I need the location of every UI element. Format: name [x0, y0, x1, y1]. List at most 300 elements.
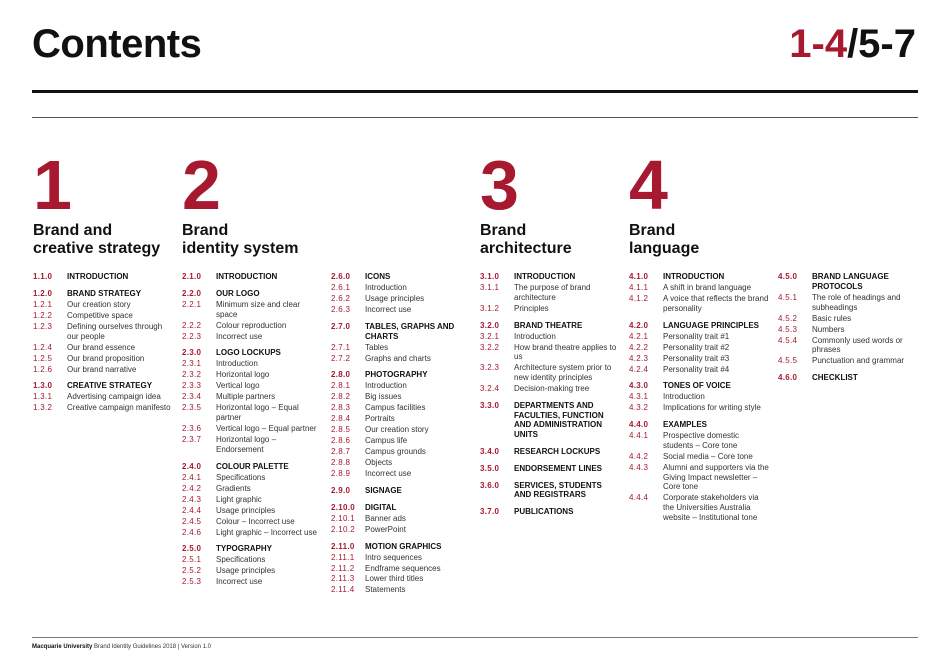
toc-entry-number: 1.2.1 — [33, 299, 53, 309]
toc-entry-text: Endframe sequences — [365, 563, 441, 573]
toc-entry-number: 3.2.2 — [480, 342, 500, 352]
toc-entry-number: 2.10.0 — [331, 502, 356, 512]
toc-entry-number: 4.4.4 — [629, 493, 649, 503]
toc-entry-text: Light graphic – Incorrect use — [216, 527, 317, 537]
toc-entry-text: Introduction — [216, 359, 258, 369]
toc-entry-text: PUBLICATIONS — [514, 507, 574, 517]
toc-entry-text: Introduction — [365, 282, 407, 292]
toc-heading-entry[interactable] — [331, 503, 471, 513]
toc-entry-number: 4.4.2 — [629, 451, 649, 461]
toc-entry[interactable] — [331, 564, 471, 574]
toc-heading-entry[interactable] — [480, 321, 620, 331]
toc-entry-number: 3.2.3 — [480, 363, 500, 373]
toc-heading-entry[interactable] — [480, 272, 620, 282]
toc-heading-entry[interactable] — [182, 289, 322, 299]
toc-entry-text: Colour – Incorrect use — [216, 516, 295, 526]
toc-entry-number: 3.3.0 — [480, 400, 500, 410]
toc-entry[interactable] — [182, 321, 322, 331]
toc-entry-number: 2.11.0 — [331, 541, 355, 551]
toc-entry-text: TABLES, GRAPHS AND CHARTS — [365, 321, 455, 341]
toc-entry-text: Personality trait #4 — [663, 364, 730, 374]
toc-entry-text: A voice that reflects the brand personality — [663, 293, 769, 313]
toc-heading-entry[interactable] — [480, 401, 620, 440]
toc-entry[interactable] — [629, 343, 769, 353]
toc-entry[interactable] — [33, 322, 173, 342]
toc-entry-number: 4.5.4 — [778, 335, 798, 345]
section-3-title-line1: Brand — [480, 222, 527, 239]
header-rule-thick — [32, 90, 918, 93]
toc-entry[interactable] — [182, 495, 322, 505]
toc-entry-text: Portraits — [365, 414, 395, 424]
page-range — [789, 22, 916, 67]
toc-entry[interactable] — [33, 343, 173, 353]
toc-entry[interactable] — [778, 356, 918, 366]
toc-entry-text: Multiple partners — [216, 392, 276, 402]
toc-list-3 — [480, 272, 620, 518]
toc-entry-text: Tables — [365, 342, 389, 352]
toc-entry[interactable] — [33, 354, 173, 364]
toc-entry[interactable] — [331, 585, 471, 595]
toc-entry-number: 2.4.2 — [182, 483, 202, 493]
toc-entry-text: Big issues — [365, 392, 402, 402]
toc-entry[interactable] — [182, 566, 322, 576]
toc-entry-text: Specifications — [216, 472, 266, 482]
toc-entry-text: BRAND THEATRE — [514, 320, 583, 330]
toc-entry-text: Our creation story — [365, 425, 429, 435]
toc-entry-number: 1.2.0 — [33, 288, 53, 298]
toc-entry[interactable] — [331, 458, 471, 468]
toc-entry[interactable] — [480, 363, 620, 383]
toc-entry[interactable] — [182, 332, 322, 342]
toc-entry-number: 1.2.4 — [33, 342, 53, 352]
toc-entry-number: 1.3.2 — [33, 403, 53, 413]
toc-entry-number: 2.8.1 — [331, 381, 351, 391]
toc-entry-number: 4.2.2 — [629, 342, 649, 352]
toc-entry-text: Creative campaign manifesto — [67, 403, 171, 413]
toc-entry-text: Intro sequences — [365, 552, 422, 562]
toc-entry[interactable] — [778, 314, 918, 324]
toc-entry-number: 4.4.0 — [629, 420, 649, 430]
toc-entry-text: Lower third titles — [365, 574, 424, 584]
toc-heading-entry[interactable] — [182, 544, 322, 554]
toc-entry-number: 4.5.5 — [778, 356, 798, 366]
toc-entry-number: 2.8.2 — [331, 392, 351, 402]
toc-entry-number: 2.3.1 — [182, 359, 202, 369]
toc-entry-text: Campus grounds — [365, 447, 426, 457]
section-4-title-line1: Brand — [629, 222, 676, 239]
section-1-number: 1 — [33, 146, 72, 224]
toc-entry-number: 2.5.3 — [182, 577, 202, 587]
toc-entry-text: SIGNAGE — [365, 485, 402, 495]
toc-entry-number: 2.8.4 — [331, 414, 351, 424]
toc-list-2-continued — [331, 272, 471, 596]
toc-entry[interactable] — [629, 463, 769, 492]
toc-entry-text: Defining ourselves through our people — [67, 321, 163, 341]
toc-entry-number: 2.5.1 — [182, 555, 202, 565]
toc-entry[interactable] — [778, 325, 918, 335]
toc-entry[interactable] — [182, 370, 322, 380]
toc-entry-number: 1.3.1 — [33, 392, 53, 402]
toc-entry-text: Introduction — [365, 381, 407, 391]
toc-heading-entry[interactable] — [331, 486, 471, 496]
toc-entry-text: Basic rules — [812, 313, 852, 323]
toc-entry-text: Architecture system prior to new identity principles — [514, 363, 612, 383]
toc-entry-text: Incorrect use — [216, 331, 263, 341]
toc-entry-text: Specifications — [216, 555, 266, 565]
toc-entry-text: PowerPoint — [365, 524, 406, 534]
toc-entry-number: 4.2.1 — [629, 331, 649, 341]
toc-entry-text: Horizontal logo — [216, 370, 270, 380]
toc-entry-text: Our creation story — [67, 299, 131, 309]
toc-heading-entry[interactable] — [480, 447, 620, 457]
toc-entry-text: Our brand essence — [67, 342, 136, 352]
toc-entry-number: 3.1.1 — [480, 282, 500, 292]
toc-entry-text: Banner ads — [365, 513, 406, 523]
section-3-title — [480, 222, 630, 258]
toc-entry[interactable] — [33, 311, 173, 321]
toc-entry[interactable] — [331, 425, 471, 435]
toc-entry-text: BRAND LANGUAGE PROTOCOLS — [812, 272, 889, 291]
toc-entry-text: CREATIVE STRATEGY — [67, 381, 153, 391]
toc-list-4-continued — [778, 272, 918, 384]
toc-entry-text: Our brand proposition — [67, 353, 145, 363]
toc-entry[interactable] — [331, 381, 471, 391]
toc-entry-number: 1.1.0 — [33, 272, 53, 281]
toc-entry-text: Usage principles — [216, 505, 276, 515]
toc-entry[interactable] — [182, 424, 322, 434]
toc-entry[interactable] — [182, 473, 322, 483]
toc-entry-number: 1.3.0 — [33, 381, 53, 391]
toc-heading-entry[interactable] — [629, 381, 769, 391]
toc-entry-text: Corporate stakeholders via the Universities Australia website – Institutional tone — [663, 493, 759, 522]
toc-entry-text: PHOTOGRAPHY — [365, 370, 428, 380]
section-2-title — [182, 222, 332, 258]
toc-entry[interactable] — [629, 354, 769, 364]
toc-entry-text: ENDORSEMENT LINES — [514, 463, 603, 473]
toc-entry-text: Objects — [365, 458, 393, 468]
toc-entry-number: 4.3.1 — [629, 392, 649, 402]
section-4-number: 4 — [629, 146, 668, 224]
toc-entry-text: Usage principles — [365, 293, 425, 303]
toc-entry[interactable] — [33, 365, 173, 375]
toc-entry[interactable] — [480, 304, 620, 314]
toc-entry-number: 4.5.1 — [778, 292, 798, 302]
toc-entry[interactable] — [182, 300, 322, 320]
toc-entry-number: 4.6.0 — [778, 373, 798, 383]
toc-entry-number: 3.5.0 — [480, 463, 500, 473]
toc-entry-number: 2.2.1 — [182, 299, 202, 309]
toc-entry-text: LOGO LOCKUPS — [216, 348, 281, 358]
toc-heading-entry[interactable] — [629, 420, 769, 430]
toc-list-4 — [629, 272, 769, 524]
toc-entry[interactable] — [629, 493, 769, 522]
toc-entry-number: 2.3.0 — [182, 348, 202, 358]
toc-entry-number: 4.3.0 — [629, 381, 649, 391]
section-1-title-line1: Brand and — [33, 222, 113, 239]
toc-entry-number: 2.8.5 — [331, 425, 351, 435]
toc-entry-number: 2.3.7 — [182, 435, 202, 445]
footer-doc: Brand Identity Guidelines 2018 | Version 1.0 — [94, 644, 211, 650]
toc-entry-number: 2.8.0 — [331, 370, 351, 380]
toc-heading-entry[interactable] — [480, 464, 620, 474]
toc-entry[interactable] — [629, 452, 769, 462]
toc-entry-number: 1.2.5 — [33, 353, 53, 363]
toc-entry[interactable] — [331, 343, 471, 353]
toc-entry-text: Personality trait #2 — [663, 342, 730, 352]
toc-entry-number: 2.7.2 — [331, 353, 351, 363]
toc-heading-entry[interactable] — [182, 348, 322, 358]
toc-entry-number: 2.8.9 — [331, 469, 351, 479]
toc-entry[interactable] — [331, 436, 471, 446]
toc-entry[interactable] — [182, 484, 322, 494]
toc-entry-number: 2.5.2 — [182, 566, 202, 576]
toc-heading-entry[interactable] — [331, 272, 471, 282]
toc-entry[interactable] — [182, 517, 322, 527]
page-range-rest: /5-7 — [847, 22, 916, 66]
toc-entry-number: 4.5.0 — [778, 272, 798, 281]
toc-entry[interactable] — [778, 293, 918, 313]
toc-entry-number: 2.9.0 — [331, 485, 351, 495]
toc-entry-text: Implications for writing style — [663, 403, 761, 413]
toc-entry[interactable] — [182, 381, 322, 391]
toc-entry-number: 3.2.1 — [480, 331, 500, 341]
toc-entry-text: Campus facilities — [365, 403, 426, 413]
toc-entry[interactable] — [629, 365, 769, 375]
toc-entry-text: Incorrect use — [365, 304, 412, 314]
toc-entry-number: 2.11.4 — [331, 585, 355, 595]
toc-heading-entry[interactable] — [629, 321, 769, 331]
toc-entry-number: 2.6.0 — [331, 272, 351, 281]
toc-heading-entry[interactable] — [33, 381, 173, 391]
toc-entry-number: 3.6.0 — [480, 480, 500, 490]
toc-entry[interactable] — [182, 392, 322, 402]
toc-entry[interactable] — [182, 506, 322, 516]
toc-entry[interactable] — [778, 336, 918, 356]
toc-entry-number: 3.1.0 — [480, 272, 500, 281]
toc-entry-text: INTRODUCTION — [663, 272, 725, 281]
toc-entry[interactable] — [629, 431, 769, 451]
toc-entry[interactable] — [629, 294, 769, 314]
toc-entry-text: Advertising campaign idea — [67, 392, 161, 402]
section-2-title-line1: Brand — [182, 222, 229, 239]
toc-heading-entry[interactable] — [33, 289, 173, 299]
toc-entry-text: The role of headings and subheadings — [812, 292, 901, 312]
toc-entry-text: OUR LOGO — [216, 288, 260, 298]
toc-entry-number: 2.11.1 — [331, 552, 355, 562]
toc-entry-number: 2.6.2 — [331, 293, 351, 303]
footer-org: Macquarie University — [32, 644, 93, 650]
toc-entry-number: 4.5.3 — [778, 324, 798, 334]
toc-heading-entry[interactable] — [629, 272, 769, 282]
toc-entry-text: Decision-making tree — [514, 384, 590, 394]
toc-entry[interactable] — [331, 403, 471, 413]
toc-entry[interactable] — [182, 528, 322, 538]
section-2-number: 2 — [182, 146, 221, 224]
toc-entry-text: Minimum size and clear space — [216, 299, 301, 319]
toc-heading-entry[interactable] — [182, 272, 322, 282]
toc-entry[interactable] — [331, 574, 471, 584]
toc-entry[interactable] — [629, 403, 769, 413]
footer — [32, 644, 211, 650]
toc-entry-text: CHECKLIST — [812, 373, 858, 383]
toc-entry-number: 2.7.1 — [331, 342, 351, 352]
toc-entry-number: 2.3.3 — [182, 381, 202, 391]
toc-heading-entry[interactable] — [331, 542, 471, 552]
toc-entry[interactable] — [629, 392, 769, 402]
toc-entry[interactable] — [33, 392, 173, 402]
toc-entry-number: 2.8.3 — [331, 403, 351, 413]
toc-entry-number: 2.3.5 — [182, 403, 202, 413]
toc-entry-text: COLOUR PALETTE — [216, 461, 289, 471]
toc-entry-text: BRAND STRATEGY — [67, 288, 142, 298]
toc-entry-number: 4.3.2 — [629, 403, 649, 413]
toc-entry-text: Gradients — [216, 483, 251, 493]
toc-entry-text: MOTION GRAPHICS — [365, 541, 442, 551]
toc-entry-text: Alumni and supporters via the Giving Impact newsletter – Core tone — [663, 462, 769, 492]
toc-entry-text: The purpose of brand architecture — [514, 282, 591, 302]
toc-entry-number: 2.2.0 — [182, 288, 202, 298]
toc-entry-number: 1.2.2 — [33, 310, 53, 320]
toc-entry[interactable] — [331, 514, 471, 524]
toc-entry-text: LANGUAGE PRINCIPLES — [663, 320, 760, 330]
toc-entry-text: INTRODUCTION — [67, 272, 129, 281]
toc-entry[interactable] — [480, 343, 620, 363]
toc-entry-text: Campus life — [365, 436, 408, 446]
toc-entry-number: 4.2.0 — [629, 320, 649, 330]
toc-entry-number: 2.2.3 — [182, 331, 202, 341]
toc-entry-number: 2.2.2 — [182, 320, 202, 330]
toc-heading-entry[interactable] — [182, 462, 322, 472]
toc-entry-number: 4.2.3 — [629, 353, 649, 363]
toc-entry-number: 2.8.8 — [331, 458, 351, 468]
toc-entry-text: DEPARTMENTS AND FACULTIES, FUNCTION AND ADMINISTRATION UNITS — [514, 400, 604, 440]
toc-entry[interactable] — [480, 384, 620, 394]
toc-list-2 — [182, 272, 322, 588]
toc-entry-number: 4.1.0 — [629, 272, 649, 281]
toc-entry-number: 4.1.2 — [629, 293, 649, 303]
toc-entry-number: 1.2.6 — [33, 364, 53, 374]
toc-heading-entry[interactable] — [480, 481, 620, 501]
toc-entry[interactable] — [629, 332, 769, 342]
toc-entry-text: EXAMPLES — [663, 420, 708, 430]
toc-entry[interactable] — [331, 525, 471, 535]
toc-entry-number: 2.3.4 — [182, 392, 202, 402]
toc-entry-number: 2.4.6 — [182, 527, 202, 537]
toc-entry-number: 2.3.6 — [182, 424, 202, 434]
toc-entry[interactable] — [480, 283, 620, 303]
toc-entry[interactable] — [182, 359, 322, 369]
toc-entry-text: Graphs and charts — [365, 353, 431, 363]
toc-entry[interactable] — [182, 435, 322, 455]
toc-entry-text: Social media – Core tone — [663, 451, 753, 461]
toc-entry-number: 2.4.0 — [182, 461, 202, 471]
toc-heading-entry[interactable] — [331, 322, 471, 342]
toc-entry[interactable] — [331, 283, 471, 293]
toc-entry-number: 2.4.1 — [182, 472, 202, 482]
toc-entry[interactable] — [331, 294, 471, 304]
footer-rule — [32, 637, 918, 638]
toc-entry-number: 4.2.4 — [629, 364, 649, 374]
section-4-title — [629, 222, 779, 258]
toc-entry-text: SERVICES, STUDENTS AND REGISTRARS — [514, 480, 602, 500]
toc-entry-number: 2.4.4 — [182, 505, 202, 515]
toc-entry[interactable] — [629, 283, 769, 293]
toc-entry-number: 2.7.0 — [331, 321, 351, 331]
toc-entry-number: 3.1.2 — [480, 303, 500, 313]
toc-entry-number: 4.4.3 — [629, 462, 649, 472]
toc-heading-entry[interactable] — [480, 507, 620, 517]
toc-entry-number: 2.8.7 — [331, 447, 351, 457]
toc-entry[interactable] — [182, 555, 322, 565]
toc-entry-text: TONES OF VOICE — [663, 381, 731, 391]
toc-entry-number: 2.10.2 — [331, 524, 356, 534]
toc-entry-text: Our brand narrative — [67, 364, 137, 374]
toc-entry-text: Principles — [514, 303, 549, 313]
toc-entry[interactable] — [331, 469, 471, 479]
toc-entry[interactable] — [182, 577, 322, 587]
toc-entry-number: 2.10.1 — [331, 513, 356, 523]
toc-entry-text: Prospective domestic students – Core tone — [663, 431, 740, 450]
toc-entry-text: Personality trait #1 — [663, 331, 730, 341]
toc-entry-number: 2.4.3 — [182, 494, 202, 504]
toc-entry-number: 2.6.3 — [331, 304, 351, 314]
toc-entry-number: 2.3.2 — [182, 370, 202, 380]
toc-entry[interactable] — [331, 305, 471, 315]
toc-entry-text: RESEARCH LOCKUPS — [514, 447, 601, 457]
toc-entry[interactable] — [480, 332, 620, 342]
toc-entry-text: TYPOGRAPHY — [216, 544, 273, 554]
section-3-title-line2: architecture — [480, 240, 572, 257]
toc-entry-number: 2.1.0 — [182, 272, 202, 281]
toc-heading-entry[interactable] — [778, 373, 918, 383]
toc-entry[interactable] — [33, 300, 173, 310]
toc-entry[interactable] — [182, 403, 322, 423]
toc-entry-number: 3.2.4 — [480, 384, 500, 394]
page-title: Contents — [32, 22, 202, 66]
toc-entry-number: 4.1.1 — [629, 282, 649, 292]
toc-entry-text: Vertical logo — [216, 381, 260, 391]
toc-entry-text: Statements — [365, 585, 406, 595]
toc-entry-number: 3.7.0 — [480, 507, 500, 517]
section-3-number: 3 — [480, 146, 519, 224]
toc-entry-text: How brand theatre applies to us — [514, 342, 617, 362]
toc-entry[interactable] — [331, 414, 471, 424]
toc-entry-text: Commonly used words or phrases — [812, 335, 903, 355]
toc-entry-text: Numbers — [812, 324, 845, 334]
toc-entry-number: 4.5.2 — [778, 313, 798, 323]
toc-entry-text: INTRODUCTION — [216, 272, 278, 281]
toc-entry[interactable] — [331, 392, 471, 402]
toc-entry-text: Usage principles — [216, 566, 276, 576]
toc-entry-text: Incorrect use — [216, 577, 263, 587]
toc-entry[interactable] — [33, 403, 173, 413]
toc-heading-entry[interactable] — [33, 272, 173, 282]
toc-entry-number: 2.6.1 — [331, 282, 351, 292]
toc-entry-text: Light graphic — [216, 494, 262, 504]
toc-heading-entry[interactable] — [331, 370, 471, 380]
toc-entry-text: DIGITAL — [365, 502, 397, 512]
page-range-current: 1-4 — [789, 22, 848, 66]
toc-entry-text: Punctuation and grammar — [812, 356, 905, 366]
toc-entry[interactable] — [331, 447, 471, 457]
toc-entry-text: Horizontal logo – Equal partner — [216, 403, 299, 423]
toc-entry-text: A shift in brand language — [663, 282, 752, 292]
section-1-title-line2: creative strategy — [33, 240, 161, 257]
section-2-title-line2: identity system — [182, 240, 299, 257]
toc-entry[interactable] — [331, 354, 471, 364]
toc-entry[interactable] — [331, 553, 471, 563]
toc-heading-entry[interactable] — [778, 272, 918, 292]
